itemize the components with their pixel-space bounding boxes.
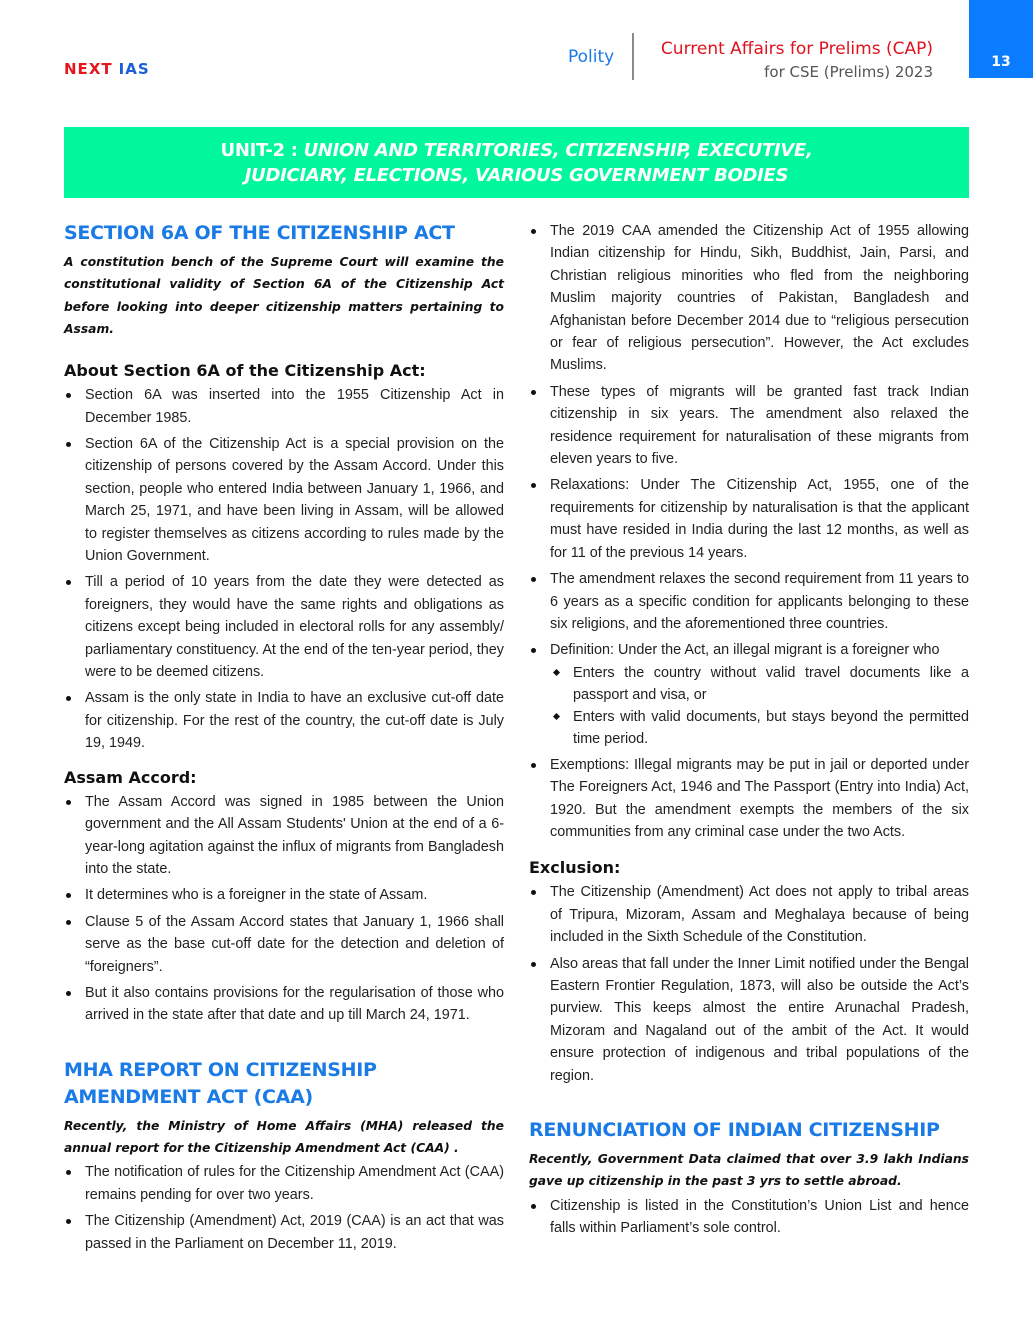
sub-list-item: Enters with valid documents, but stays beyond the permitted time period.: [550, 706, 969, 750]
list-item: Section 6A of the Citizenship Act is a special provision on the citizenship of persons covered by the Assam Accord. Under this section, people who entered India between January 1, 1966, and March 25, 1971, and have been living in Assam, will be allowed to register themselves as citizens according to rules made by the Union Government.: [64, 433, 504, 567]
list-item: Also areas that fall under the Inner Limit notified under the Bengal Eastern Frontier Regulation, 1873, will also be outside the Act’s purview. This keeps almost the entire Arunachal Pradesh, Mizoram and Nagaland out of the ambit of the Act. It would ensure protection of indigenous and tribal populations of the region.: [529, 953, 969, 1087]
section-lead: Recently, the Ministry of Home Affairs (MHA) released the annual report for the Citizenship Amendment Act (CAA) .: [64, 1118, 504, 1156]
bullet-list: [529, 1195, 969, 1240]
subject-label: Polity: [568, 47, 615, 67]
section-title: MHA REPORT ON CITIZENSHIP AMENDMENT ACT (CAA): [64, 1058, 377, 1108]
sub-list-item: Enters the country without valid travel documents like a passport and visa, or: [550, 662, 969, 706]
page-number: 13: [969, 0, 1033, 78]
list-item: The Assam Accord was signed in 1985 between the Union government and the All Assam Students' Union at the end of a 6-year-long agitation against the influx of migrants from Bangladesh into the state.: [64, 791, 504, 881]
list-item: The Citizenship (Amendment) Act does not apply to tribal areas of Tripura, Mizoram, Assam and Meghalaya because of being included in the Sixth Schedule of the Constitution.: [529, 881, 969, 948]
section-lead: A constitution bench of the Supreme Court will examine the constitutional validity of Section 6A of the Citizenship Act before looking into deeper citizenship matters pertaining to Assam.: [64, 255, 504, 336]
publication-title-line2: for CSE (Prelims) 2023: [764, 63, 933, 81]
unit-title-line2: JUDICIARY, ELECTIONS, VARIOUS GOVERNMENT BODIES: [244, 165, 789, 186]
bullet-list: [64, 1161, 504, 1255]
bullet-list: [529, 220, 969, 843]
bullet-list: [64, 384, 504, 755]
subheading: Assam Accord:: [64, 767, 197, 787]
section-lead: Recently, Government Data claimed that over 3.9 lakh Indians gave up citizenship in the past 3 yrs to settle abroad.: [529, 1152, 969, 1189]
subheading: About Section 6A of the Citizenship Act:: [64, 361, 426, 381]
list-item: Till a period of 10 years from the date they were detected as foreigners, they would have the same rights and obligations as citizens except being included in electoral rolls for any assembly/ parliamentary constituency. At the end of the ten-year period, they were to be deemed citizens.: [64, 571, 504, 683]
section-title: RENUNCIATION OF INDIAN CITIZENSHIP: [529, 1119, 940, 1141]
list-item: It determines who is a foreigner in the state of Assam.: [64, 884, 504, 906]
unit-prefix: UNIT-2 :: [220, 140, 304, 161]
sub-bullet-list: [550, 662, 969, 750]
section-title: SECTION 6A OF THE CITIZENSHIP ACT: [64, 222, 455, 244]
next-ias-logo: NEXT IAS: [64, 60, 150, 78]
list-item: Assam is the only state in India to have an exclusive cut-off date for citizenship. For the rest of the country, the cut-off date is July 19, 1949.: [64, 687, 504, 754]
list-item: The Citizenship (Amendment) Act, 2019 (CAA) is an act that was passed in the Parliament on December 11, 2019.: [64, 1210, 504, 1255]
right-column: [529, 220, 969, 1243]
list-item: The notification of rules for the Citizenship Amendment Act (CAA) remains pending for over two years.: [64, 1161, 504, 1206]
list-item: The amendment relaxes the second requirement from 11 years to 6 years as a specific condition for applicants belonging to these six religions, and the aforementioned three countries.: [529, 568, 969, 635]
publication-title-line1: Current Affairs for Prelims (CAP): [660, 39, 933, 59]
list-item: Exemptions: Illegal migrants may be put in jail or deported under The Foreigners Act, 1946 and The Passport (Entry into India) Act, 1920. But the amendment exempts the members of the six communities from any criminal case under the two Acts.: [529, 754, 969, 844]
subheading: Exclusion:: [529, 858, 621, 878]
unit-title-line1: UNION AND TERRITORIES, CITIZENSHIP, EXECUTIVE,: [303, 140, 813, 161]
bullet-list: [529, 881, 969, 1087]
list-item: Definition: Under the Act, an illegal migrant is a foreigner who Enters the country without valid travel documents like a passport and visa, or Enters with valid documents, but stays beyond the permitted time period.: [529, 639, 969, 749]
publication-title: [661, 38, 933, 84]
unit-banner: [64, 127, 969, 198]
bullet-list: [64, 791, 504, 1027]
header-divider: [632, 33, 634, 80]
list-item: Section 6A was inserted into the 1955 Citizenship Act in December 1985.: [64, 384, 504, 429]
left-column: [64, 220, 504, 1259]
list-item: Clause 5 of the Assam Accord states that January 1, 1966 shall serve as the base cut-off date for the detection and deletion of “foreigners”.: [64, 911, 504, 978]
list-item: The 2019 CAA amended the Citizenship Act of 1955 allowing Indian citizenship for Hindu, Sikh, Buddhist, Jain, Parsi, and Christian religious minorities who fled from the neighboring Muslim majority countries of Pakistan, Bangladesh and Afghanistan before December 2014 due to “religious persecution or fear of religious persecution”. However, the Act excludes Muslims.: [529, 220, 969, 377]
list-item: Citizenship is listed in the Constitution’s Union List and hence falls within Parliament’s sole control.: [529, 1195, 969, 1240]
list-item: But it also contains provisions for the regularisation of those who arrived in the state after that date and up till March 24, 1971.: [64, 982, 504, 1027]
list-item: Relaxations: Under The Citizenship Act, 1955, one of the requirements for citizenship by naturalisation is that the applicant must have resided in India during the last 12 months, as well as for 11 of the previous 14 years.: [529, 474, 969, 564]
list-item: These types of migrants will be granted fast track Indian citizenship in six years. The amendment also relaxed the residence requirement for naturalisation of these migrants from eleven years to five.: [529, 381, 969, 471]
